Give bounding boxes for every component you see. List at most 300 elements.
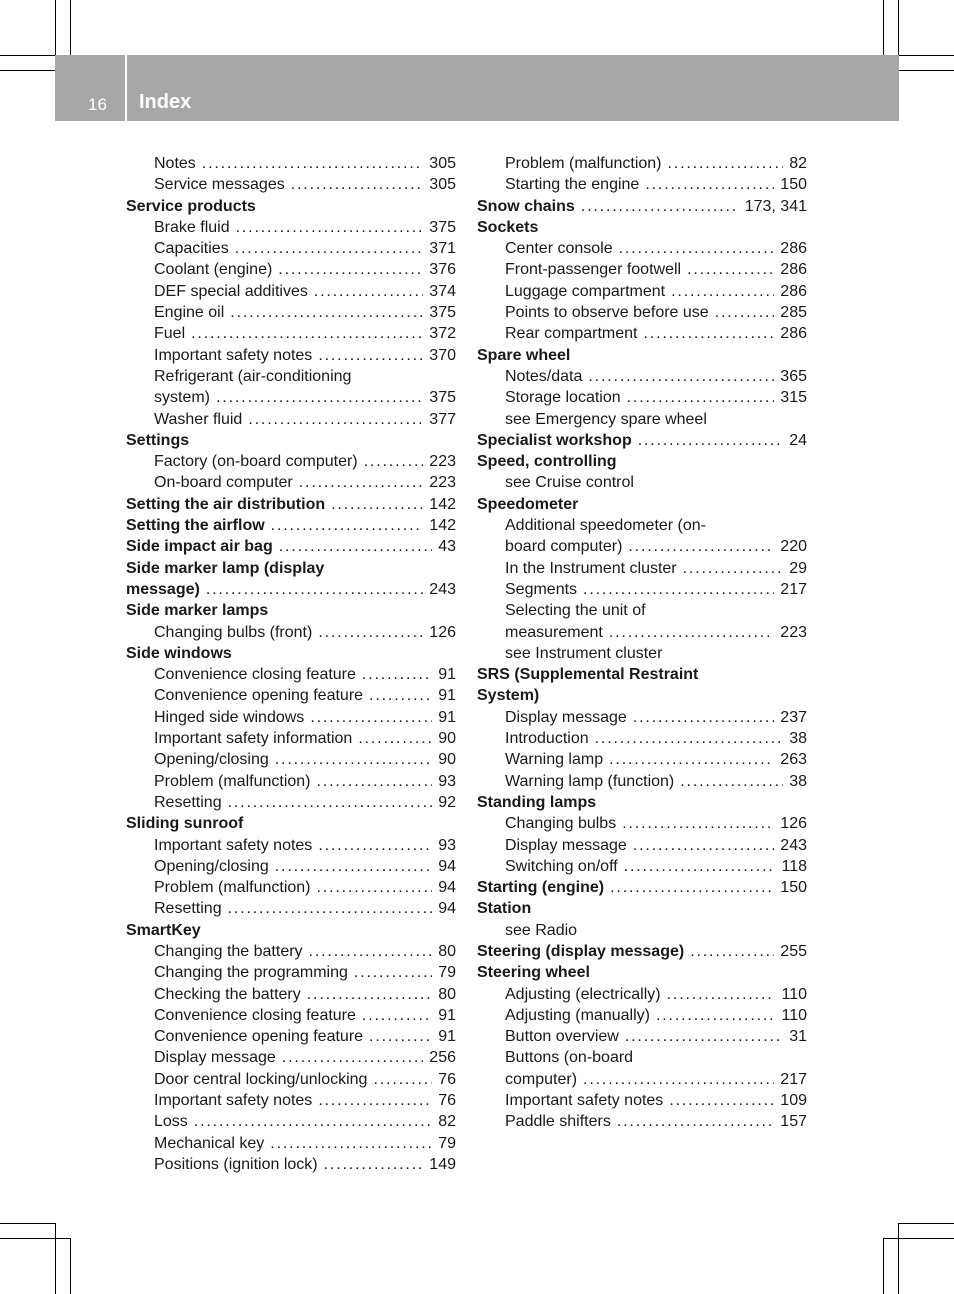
- entry-page-ref: 94: [438, 879, 456, 897]
- entry-page-ref: 110: [781, 1006, 807, 1024]
- entry-page-ref: 377: [429, 410, 456, 428]
- index-subentry: [126, 771, 456, 792]
- index-entry: [477, 941, 807, 962]
- dot-leader: [318, 345, 423, 366]
- index-subentry: [477, 409, 807, 430]
- entry-page-ref: 92: [438, 793, 456, 811]
- entry-text: Engine oil: [154, 304, 225, 322]
- entry-text: Refrigerant (air-conditioning: [154, 367, 352, 385]
- entry-text: Display message: [154, 1049, 276, 1067]
- entry-text: Setting the airflow: [126, 517, 265, 535]
- dot-leader: [317, 877, 433, 898]
- entry-page-ref: 305: [429, 176, 456, 194]
- entry-page-ref: 256: [429, 1049, 456, 1067]
- entry-text: see Instrument cluster: [505, 644, 663, 662]
- entry-text: message): [126, 580, 200, 598]
- entry-text: see Cruise control: [505, 474, 634, 492]
- entry-page-ref: 375: [429, 304, 456, 322]
- entry-text: Important safety information: [154, 730, 353, 748]
- entry-page-ref: 91: [438, 687, 456, 705]
- index-subentry: [477, 1111, 807, 1132]
- entry-text: Important safety notes: [154, 836, 313, 854]
- dot-leader: [369, 685, 432, 706]
- index-subentry: [126, 792, 456, 813]
- dot-leader: [354, 962, 432, 983]
- index-subentry: [126, 707, 456, 728]
- entry-text: On-board computer: [154, 474, 293, 492]
- index-subentry: [126, 984, 456, 1005]
- crop-mark: [899, 55, 954, 56]
- dot-leader: [331, 494, 423, 515]
- index-entry: [126, 515, 456, 536]
- index-subentry: [126, 387, 456, 408]
- index-column-left: [126, 153, 456, 1175]
- entry-text: Notes: [154, 155, 196, 172]
- entry-text: Paddle shifters: [505, 1113, 611, 1131]
- entry-page-ref: 31: [789, 1028, 807, 1046]
- entry-text: Important safety notes: [154, 1092, 313, 1110]
- entry-text: system): [154, 389, 210, 407]
- index-subentry: [126, 941, 456, 962]
- dot-leader: [275, 856, 432, 877]
- entry-page-ref: 243: [780, 836, 807, 854]
- entry-text: Center console: [505, 240, 613, 258]
- entry-text: Steering wheel: [477, 964, 590, 982]
- entry-text: Checking the battery: [154, 985, 301, 1003]
- entry-text: Changing the programming: [154, 964, 348, 982]
- entry-text: Snow chains: [477, 197, 575, 215]
- dot-leader: [235, 238, 424, 259]
- crop-mark: [55, 1223, 56, 1294]
- index-subentry: [477, 920, 807, 941]
- dot-leader: [687, 259, 774, 280]
- dot-leader: [291, 174, 424, 195]
- index-subentry: [126, 728, 456, 749]
- index-entry: [126, 600, 456, 621]
- dot-leader: [271, 515, 424, 536]
- entry-page-ref: 24: [789, 431, 807, 449]
- dot-leader: [628, 536, 774, 557]
- index-subentry: [477, 1026, 807, 1047]
- dot-leader: [619, 238, 775, 259]
- dot-leader: [645, 174, 774, 195]
- dot-leader: [228, 898, 433, 919]
- crop-mark: [0, 1238, 70, 1239]
- entry-page-ref: 142: [429, 495, 456, 513]
- dot-leader: [609, 622, 774, 643]
- dot-leader: [202, 153, 424, 174]
- entry-text: Problem (malfunction): [154, 879, 311, 897]
- entry-text: Convenience closing feature: [154, 666, 356, 684]
- index-subentry: [477, 643, 807, 664]
- entry-text: Speedometer: [477, 495, 579, 513]
- dot-leader: [228, 792, 433, 813]
- index-subentry: [126, 749, 456, 770]
- entry-text: Warning lamp: [505, 751, 604, 769]
- entry-page-ref: 173, 341: [744, 197, 807, 215]
- entry-text: Convenience closing feature: [154, 1006, 356, 1024]
- entry-page-ref: 286: [780, 282, 807, 300]
- index-subentry: [477, 323, 807, 344]
- dot-leader: [362, 664, 432, 685]
- index-subentry: [477, 749, 807, 770]
- entry-page-ref: 149: [429, 1155, 456, 1173]
- entry-text: Service messages: [154, 176, 285, 194]
- entry-page-ref: 126: [780, 815, 807, 833]
- entry-text: Steering (display message): [477, 942, 685, 960]
- entry-text: Capacities: [154, 240, 229, 258]
- index-subentry: [126, 409, 456, 430]
- dot-leader: [583, 579, 774, 600]
- entry-page-ref: 371: [429, 240, 456, 258]
- index-subentry: [126, 622, 456, 643]
- index-subentry: [126, 323, 456, 344]
- dot-leader: [364, 451, 424, 472]
- entry-page-ref: 94: [438, 857, 456, 875]
- index-subentry: [477, 558, 807, 579]
- dot-leader: [278, 259, 423, 280]
- index-entry: [126, 430, 456, 451]
- index-subentry: [126, 1090, 456, 1111]
- index-entry: [126, 196, 456, 217]
- entry-page-ref: 285: [780, 304, 807, 322]
- entry-page-ref: 315: [780, 389, 807, 407]
- dot-leader: [248, 409, 423, 430]
- index-subentry: [477, 238, 807, 259]
- dot-leader: [624, 856, 776, 877]
- crop-mark: [884, 1238, 954, 1239]
- crop-mark: [0, 55, 55, 56]
- page-header: [55, 55, 899, 121]
- entry-text: Side marker lamp (display: [126, 559, 325, 577]
- index-subentry: [126, 1069, 456, 1090]
- entry-text: see Emergency spare wheel: [505, 410, 707, 428]
- entry-text: Station: [477, 900, 532, 918]
- entry-text: In the Instrument cluster: [505, 559, 677, 577]
- entry-text: Resetting: [154, 900, 222, 918]
- entry-text: Positions (ignition lock): [154, 1155, 318, 1173]
- entry-page-ref: 90: [438, 751, 456, 769]
- index-entry: [126, 494, 456, 515]
- index-subentry: [126, 302, 456, 323]
- entry-text: Resetting: [154, 793, 222, 811]
- crop-mark: [883, 1238, 884, 1294]
- entry-text: Selecting the unit of: [505, 602, 646, 620]
- entry-text: Starting (engine): [477, 879, 605, 897]
- entry-page-ref: 255: [780, 942, 807, 960]
- index-subentry: [126, 856, 456, 877]
- crop-mark: [0, 1223, 55, 1224]
- entry-page-ref: 80: [438, 942, 456, 960]
- entry-page-ref: 374: [429, 282, 456, 300]
- dot-leader: [299, 472, 424, 493]
- index-subentry: [477, 728, 807, 749]
- dot-leader: [667, 984, 776, 1005]
- dot-leader: [668, 153, 784, 174]
- dot-leader: [656, 1005, 776, 1026]
- entry-page-ref: 157: [780, 1113, 807, 1131]
- entry-text: Convenience opening feature: [154, 687, 364, 705]
- header-divider: [125, 55, 127, 121]
- dot-leader: [627, 387, 775, 408]
- dot-leader: [275, 749, 432, 770]
- entry-text: System): [477, 687, 540, 705]
- index-subentry: [126, 1154, 456, 1175]
- index-subentry: [477, 622, 807, 643]
- page-title: Index: [139, 91, 192, 113]
- entry-page-ref: 142: [429, 517, 456, 535]
- dot-leader: [373, 1069, 432, 1090]
- entry-page-ref: 372: [429, 325, 456, 343]
- index-subentry: [477, 1069, 807, 1090]
- entry-text: Washer fluid: [154, 410, 243, 428]
- entry-page-ref: 370: [429, 346, 456, 364]
- index-entry: [126, 558, 456, 579]
- entry-page-ref: 109: [780, 1092, 807, 1110]
- index-subentry: [477, 600, 807, 621]
- index-subentry: [477, 813, 807, 834]
- index-subentry: [126, 1133, 456, 1154]
- entry-page-ref: 243: [429, 580, 456, 598]
- index-subentry: [477, 1090, 807, 1111]
- dot-leader: [318, 622, 423, 643]
- entry-page-ref: 76: [438, 1092, 456, 1110]
- entry-text: Sockets: [477, 218, 539, 236]
- index-subentry: [126, 835, 456, 856]
- index-subentry: [126, 1026, 456, 1047]
- index-entry: [126, 920, 456, 941]
- index-entry: [477, 792, 807, 813]
- entry-page-ref: 223: [429, 474, 456, 492]
- entry-text: Adjusting (manually): [505, 1006, 650, 1024]
- entry-text: Adjusting (electrically): [505, 985, 661, 1003]
- index-subentry: [477, 856, 807, 877]
- index-subentry: [477, 387, 807, 408]
- index-subentry: [477, 536, 807, 557]
- dot-leader: [270, 1133, 432, 1154]
- entry-text: Brake fluid: [154, 218, 230, 236]
- entry-text: Buttons (on-board: [505, 1049, 634, 1067]
- dot-leader: [610, 877, 774, 898]
- entry-page-ref: 150: [780, 176, 807, 194]
- entry-text: Speed, controlling: [477, 453, 617, 471]
- entry-text: Button overview: [505, 1028, 619, 1046]
- entry-page-ref: 375: [429, 389, 456, 407]
- index-subentry: [126, 366, 456, 387]
- index-entry: [477, 685, 807, 706]
- dot-leader: [644, 323, 775, 344]
- entry-text: Display message: [505, 836, 627, 854]
- index-subentry: [126, 898, 456, 919]
- entry-text: Storage location: [505, 389, 621, 407]
- index-subentry: [126, 962, 456, 983]
- dot-leader: [583, 1069, 774, 1090]
- dot-leader: [680, 771, 783, 792]
- crop-mark: [899, 1223, 954, 1224]
- dot-leader: [318, 1090, 432, 1111]
- index-entry: [477, 962, 807, 983]
- index-subentry: [126, 1111, 456, 1132]
- entry-page-ref: 29: [789, 559, 807, 577]
- entry-text: DEF special additives: [154, 282, 308, 300]
- entry-page-ref: 94: [438, 900, 456, 918]
- entry-page-ref: 305: [429, 155, 456, 172]
- entry-page-ref: 217: [780, 580, 807, 598]
- entry-text: Changing bulbs: [505, 815, 617, 833]
- dot-leader: [588, 366, 774, 387]
- entry-text: Standing lamps: [477, 793, 597, 811]
- index-subentry: [477, 281, 807, 302]
- index-subentry: [477, 259, 807, 280]
- dot-leader: [617, 1111, 774, 1132]
- index-entry: [477, 196, 807, 217]
- entry-text: Starting the engine: [505, 176, 640, 194]
- entry-text: Problem (malfunction): [505, 155, 662, 172]
- entry-page-ref: 150: [780, 879, 807, 897]
- entry-page-ref: 91: [438, 1006, 456, 1024]
- entry-text: Loss: [154, 1113, 188, 1131]
- entry-page-ref: 237: [780, 708, 807, 726]
- entry-page-ref: 365: [780, 367, 807, 385]
- entry-page-ref: 91: [438, 1028, 456, 1046]
- dot-leader: [625, 1026, 783, 1047]
- dot-leader: [206, 579, 423, 600]
- entry-text: SmartKey: [126, 921, 201, 939]
- index-subentry: [126, 664, 456, 685]
- entry-page-ref: 79: [438, 964, 456, 982]
- entry-page-ref: 80: [438, 985, 456, 1003]
- index-subentry: [126, 217, 456, 238]
- entry-text: Changing bulbs (front): [154, 623, 313, 641]
- entry-page-ref: 93: [438, 772, 456, 790]
- entry-page-ref: 82: [789, 155, 807, 172]
- entry-page-ref: 38: [789, 772, 807, 790]
- index-entry: [477, 430, 807, 451]
- entry-page-ref: 90: [438, 730, 456, 748]
- entry-text: Changing the battery: [154, 942, 303, 960]
- dot-leader: [309, 941, 433, 962]
- entry-text: computer): [505, 1070, 578, 1088]
- dot-leader: [690, 941, 774, 962]
- index-entry: [477, 877, 807, 898]
- index-subentry: [477, 472, 807, 493]
- entry-text: Front-passenger footwell: [505, 261, 682, 279]
- dot-leader: [282, 1047, 423, 1068]
- entry-text: Notes/data: [505, 367, 583, 385]
- entry-text: Service products: [126, 197, 256, 215]
- index-subentry: [126, 1005, 456, 1026]
- index-entry: [126, 643, 456, 664]
- index-subentry: [477, 153, 807, 174]
- entry-text: Additional speedometer (on-: [505, 517, 707, 535]
- dot-leader: [581, 196, 739, 217]
- dot-leader: [669, 1090, 774, 1111]
- dot-leader: [279, 536, 432, 557]
- dot-leader: [622, 813, 774, 834]
- dot-leader: [230, 302, 423, 323]
- entry-text: Segments: [505, 580, 578, 598]
- crop-mark: [898, 0, 899, 55]
- index-subentry: [126, 472, 456, 493]
- entry-page-ref: 110: [781, 985, 807, 1003]
- index-column-right: [477, 153, 807, 1133]
- crop-mark: [70, 1238, 71, 1294]
- index-subentry: [126, 259, 456, 280]
- dot-leader: [307, 984, 432, 1005]
- index-subentry: [477, 1005, 807, 1026]
- index-subentry: [126, 281, 456, 302]
- dot-leader: [638, 430, 783, 451]
- index-subentry: [477, 366, 807, 387]
- entry-text: measurement: [505, 623, 603, 641]
- index-entry: [126, 579, 456, 600]
- entry-text: Luggage compartment: [505, 282, 666, 300]
- entry-page-ref: 217: [780, 1070, 807, 1088]
- entry-page-ref: 76: [438, 1070, 456, 1088]
- entry-text: Opening/closing: [154, 751, 269, 769]
- index-subentry: [477, 707, 807, 728]
- entry-text: Display message: [505, 708, 627, 726]
- index-entry: [126, 536, 456, 557]
- entry-text: Fuel: [154, 325, 186, 343]
- entry-text: SRS (Supplemental Restraint: [477, 666, 699, 684]
- index-subentry: [126, 345, 456, 366]
- entry-page-ref: 43: [438, 538, 456, 556]
- entry-page-ref: 220: [780, 538, 807, 556]
- index-subentry: [477, 579, 807, 600]
- entry-page-ref: 286: [780, 325, 807, 343]
- dot-leader: [310, 707, 432, 728]
- index-entry: [477, 345, 807, 366]
- index-subentry: [477, 1047, 807, 1068]
- entry-text: Settings: [126, 431, 190, 449]
- entry-text: Introduction: [505, 730, 589, 748]
- entry-text: Factory (on-board computer): [154, 453, 358, 471]
- dot-leader: [595, 728, 784, 749]
- entry-text: Important safety notes: [154, 346, 313, 364]
- page-number: 16: [88, 95, 107, 114]
- dot-leader: [191, 323, 423, 344]
- index-subentry: [477, 302, 807, 323]
- dot-leader: [318, 835, 432, 856]
- entry-text: Setting the air distribution: [126, 495, 326, 513]
- entry-text: Points to observe before use: [505, 304, 709, 322]
- index-entry: [477, 451, 807, 472]
- index-subentry: [126, 174, 456, 195]
- index-subentry: [477, 984, 807, 1005]
- index-subentry: [477, 515, 807, 536]
- dot-leader: [236, 217, 424, 238]
- index-entry: [477, 898, 807, 919]
- entry-page-ref: 126: [429, 623, 456, 641]
- entry-text: Door central locking/unlocking: [154, 1070, 368, 1088]
- entry-text: Side windows: [126, 644, 232, 662]
- entry-text: Spare wheel: [477, 346, 571, 364]
- index-subentry: [477, 174, 807, 195]
- dot-leader: [216, 387, 423, 408]
- entry-text: Warning lamp (function): [505, 772, 675, 790]
- dot-leader: [671, 281, 774, 302]
- entry-text: Specialist workshop: [477, 431, 632, 449]
- index-entry: [477, 494, 807, 515]
- index-subentry: [126, 877, 456, 898]
- entry-page-ref: 118: [781, 857, 807, 875]
- entry-text: Coolant (engine): [154, 261, 273, 279]
- dot-leader: [609, 749, 774, 770]
- entry-text: Hinged side windows: [154, 708, 305, 726]
- entry-text: see Radio: [505, 921, 578, 939]
- entry-page-ref: 223: [780, 623, 807, 641]
